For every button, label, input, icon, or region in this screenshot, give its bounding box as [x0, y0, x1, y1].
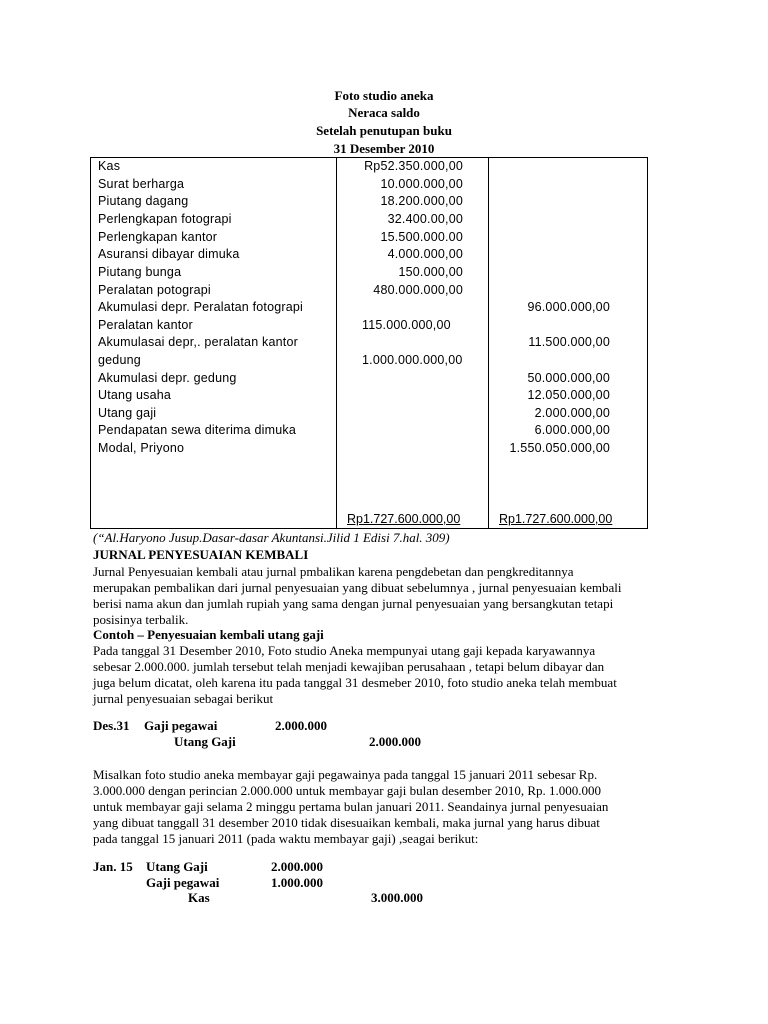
paragraph-line: Misalkan foto studio aneka membayar gaji pegawainya pada tanggal 15 januari 2011 sebesar Rp.	[93, 767, 598, 782]
table-row	[0, 317, 768, 334]
table-row	[0, 352, 768, 369]
paragraph-line: yang dibuat tanggall 31 desember 2010 tidak disesuaikan kembali, maka jurnal yang harus dibuat	[93, 815, 600, 830]
journal-debit-amount: 2.000.000	[275, 718, 327, 733]
journal-credit-amount: 3.000.000	[371, 890, 423, 905]
debit-value: 1.000.000.000,00	[362, 353, 463, 367]
kredit-value: 50.000.000,00	[527, 371, 610, 385]
doc-subtitle-2: Setelah penutupan buku	[316, 123, 452, 138]
paragraph-line: untuk membayar gaji selama 2 minggu pertama bulan januari 2011. Seandainya jurnal penyesuaian	[93, 799, 609, 814]
account-name: Peralatan kantor	[98, 318, 193, 332]
paragraph-line: pada tanggal 15 januari 2011 (pada waktu membayar gaji) ,seagai berikut:	[93, 831, 479, 846]
paragraph-line: Jurnal Penyesuaian kembali atau jurnal pmbalikan karena pengdebetan dan pengkreditannya	[93, 564, 574, 579]
doc-date: 31 Desember 2010	[333, 141, 435, 156]
kredit-value: 96.000.000,00	[527, 300, 610, 314]
kredit-value: 6.000.000,00	[534, 423, 610, 437]
paragraph-line: posisinya terbalik.	[93, 612, 189, 627]
paragraph-line: 3.000.000 dengan perincian 2.000.000 untuk membayar gaji bulan desember 2010, Rp. 1.000.000	[93, 783, 601, 798]
account-name: Kas	[98, 159, 121, 173]
account-name: Perlengkapan fotograpi	[98, 212, 232, 226]
table-row	[0, 193, 768, 210]
account-name: Utang usaha	[98, 388, 172, 402]
kredit-value: 1.550.050.000,00	[509, 441, 610, 455]
account-name: Modal, Priyono	[98, 441, 185, 455]
paragraph-line: Pada tanggal 31 Desember 2010, Foto studio Aneka mempunyai utang gaji kepada karyawannya	[93, 643, 596, 658]
debit-value: 115.000.000,00	[362, 318, 451, 332]
table-row	[0, 158, 768, 175]
table-row	[0, 387, 768, 404]
journal-debit-account: Gaji pegawai	[144, 718, 218, 733]
journal-date: Des.31	[93, 718, 130, 733]
doc-title: Foto studio aneka	[334, 88, 434, 103]
citation: (“Al.Haryono Jusup.Dasar-dasar Akuntansi.Jilid 1 Edisi 7.hal. 309)	[93, 530, 450, 545]
account-name: Perlengkapan kantor	[98, 230, 218, 244]
paragraph-line: merupakan pembalikan dari jurnal penyesuaian yang dibuat sebelumnya , jurnal penyesuaian kembali	[93, 580, 622, 595]
account-name: Peralatan potograpi	[98, 283, 211, 297]
account-name: gedung	[98, 353, 141, 367]
table-row	[0, 299, 768, 316]
example-title: Contoh – Penyesuaian kembali utang gaji	[93, 627, 324, 642]
table-row	[0, 264, 768, 281]
kredit-value: 12.050.000,00	[527, 388, 610, 402]
account-name: Akumulasi depr. Peralatan fotograpi	[98, 300, 304, 314]
account-name: Akumulasai depr,. peralatan kantor	[98, 335, 298, 349]
journal-debit-account: Utang Gaji	[146, 859, 208, 874]
table-row	[0, 440, 768, 457]
journal-debit-amount: 1.000.000	[271, 875, 323, 890]
table-row	[0, 334, 768, 351]
account-name: Piutang dagang	[98, 194, 189, 208]
total-kredit: Rp1.727.600.000,00	[499, 512, 613, 526]
section-title: JURNAL PENYESUAIAN KEMBALI	[93, 547, 309, 562]
paragraph-line: sebesar 2.000.000. jumlah tersebut telah menjadi kewajiban perusahaan , tetapi belum dibayar dan	[93, 659, 605, 674]
account-name: Asuransi dibayar dimuka	[98, 247, 240, 261]
account-name: Surat berharga	[98, 177, 185, 191]
journal-credit-account: Kas	[188, 890, 210, 905]
table-row	[0, 211, 768, 228]
account-name: Utang gaji	[98, 406, 157, 420]
table-row	[0, 282, 768, 299]
debit-value: 10.000.000,00	[380, 177, 463, 191]
journal-date: Jan. 15	[93, 859, 133, 874]
table-row	[0, 370, 768, 387]
table-row	[0, 246, 768, 263]
journal-debit-amount: 2.000.000	[271, 859, 323, 874]
journal-credit-account: Utang Gaji	[174, 734, 236, 749]
table-row	[0, 405, 768, 422]
journal-debit-account: Gaji pegawai	[146, 875, 220, 890]
kredit-value: 2.000.000,00	[534, 406, 610, 420]
debit-value: Rp52.350.000,00	[364, 159, 463, 173]
paragraph-line: juga belum dicatat, oleh karena itu pada tanggal 31 desmeber 2010, foto studio aneka telah membuat	[93, 675, 617, 690]
kredit-value: 11.500.000,00	[528, 335, 610, 349]
total-debit: Rp1.727.600.000,00	[347, 512, 461, 526]
account-name: Akumulasi depr. gedung	[98, 371, 237, 385]
debit-value: 4.000.000,00	[387, 247, 463, 261]
table-row	[0, 229, 768, 246]
debit-value: 150.000,00	[398, 265, 463, 279]
journal-credit-amount: 2.000.000	[369, 734, 421, 749]
table-row	[0, 176, 768, 193]
debit-value: 32.400.00,00	[387, 212, 463, 226]
paragraph-line: berisi nama akun dan jumlah rupiah yang sama dengan jurnal penyesuaian yang bersangkutan tetapi	[93, 596, 614, 611]
debit-value: 15.500.000.00	[380, 230, 463, 244]
table-row	[0, 422, 768, 439]
doc-subtitle: Neraca saldo	[348, 105, 420, 120]
debit-value: 480.000.000,00	[373, 283, 463, 297]
account-name: Piutang bunga	[98, 265, 182, 279]
account-name: Pendapatan sewa diterima dimuka	[98, 423, 296, 437]
debit-value: 18.200.000,00	[380, 194, 463, 208]
paragraph-line: jurnal penyesuaian sebagai berikut	[93, 691, 274, 706]
